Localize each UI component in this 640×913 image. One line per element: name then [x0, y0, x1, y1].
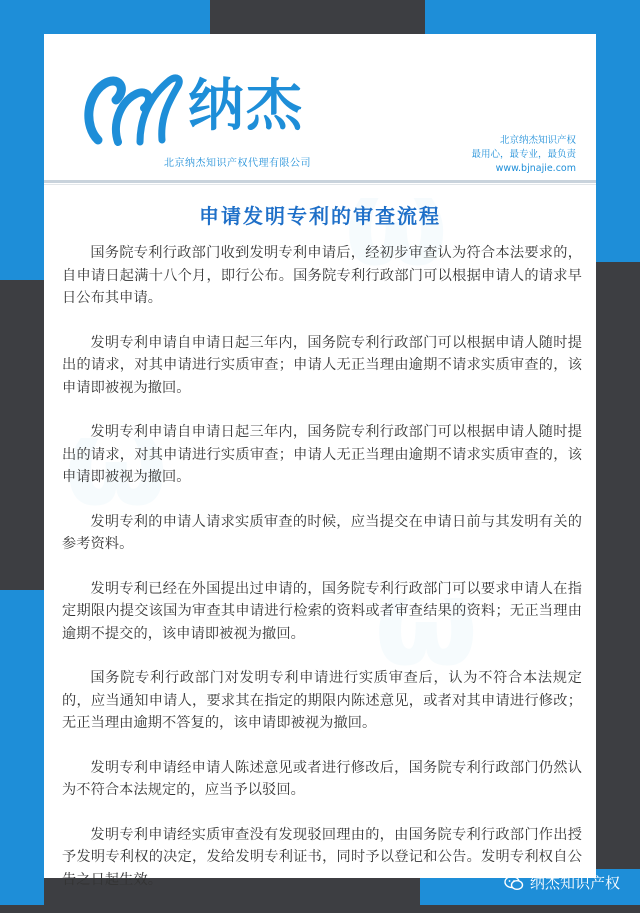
paragraph: 发明专利已经在外国提出过申请的，国务院专利行政部门可以要求申请人在指定期限内提交该国为审查其申请进行检索的资料或者审查结果的资料；无正当理由逾期不提交的，该申请即被视为撤回。	[62, 580, 582, 642]
paragraph: 国务院专利行政部门收到发明专利申请后，经初步审查认为符合本法要求的，自申请日起满十八个月，即行公布。国务院专利行政部门可以根据申请人的请求早日公布其申请。	[62, 245, 582, 306]
footer-brand	[504, 872, 620, 893]
document-page	[44, 34, 596, 888]
logo-mark-icon	[78, 66, 186, 154]
background-blue-block-bottom-left	[0, 590, 44, 905]
wechat-icon	[504, 875, 524, 891]
contact-line: 北京纳杰知识产权	[499, 135, 576, 146]
footer-label: 纳杰知识产权	[529, 874, 620, 892]
article-body	[62, 242, 582, 913]
paragraph: 发明专利申请自申请日起三年内，国务院专利行政部门可以根据申请人随时提出的请求，对其申请进行实质审查；申请人无正当理由逾期不请求实质审查的，该申请即被视为撤回。	[62, 334, 582, 396]
page-title: 申请发明专利的审查流程	[199, 204, 441, 228]
header-divider-thin	[44, 184, 596, 185]
contact-line: 最用心，最专业，最负责	[471, 149, 576, 160]
paragraph: 国务院专利行政部门对发明专利申请进行实质审查后，认为不符合本法规定的，应当通知申请人，要求其在指定的期限内陈述意见，或者对其申请进行修改；无正当理由逾期不答复的，该申请即被视为撤回。	[62, 670, 582, 731]
paragraph: 发明专利申请自申请日起三年内，国务院专利行政部门可以根据申请人随时提出的请求，对其申请进行实质审查；申请人无正当理由逾期不请求实质审查的，该申请即被视为撤回。	[62, 424, 582, 485]
contact-info	[471, 134, 576, 176]
paragraph: 发明专利申请经申请人陈述意见或者进行修改后，国务院专利行政部门仍然认为不符合本法规定的，应当予以驳回。	[62, 759, 582, 798]
page-header	[44, 34, 596, 182]
paragraph: 发明专利的申请人请求实质审查的时候，应当提交在申请日前与其发明有关的参考资料。	[62, 513, 582, 552]
paragraph: 发明专利申请经实质审查没有发现驳回理由的，由国务院专利行政部门作出授予发明专利权的决定，发给发明专利证书，同时予以登记和公告。发明专利权自公告之日起生效。	[62, 826, 582, 888]
logo-text: 纳杰	[188, 74, 304, 139]
logo-subtitle: 北京纳杰知识产权代理有限公司	[164, 158, 311, 169]
header-divider	[44, 180, 596, 183]
website-link[interactable]: www.bjnajie.com	[495, 163, 576, 174]
company-logo	[78, 66, 388, 176]
